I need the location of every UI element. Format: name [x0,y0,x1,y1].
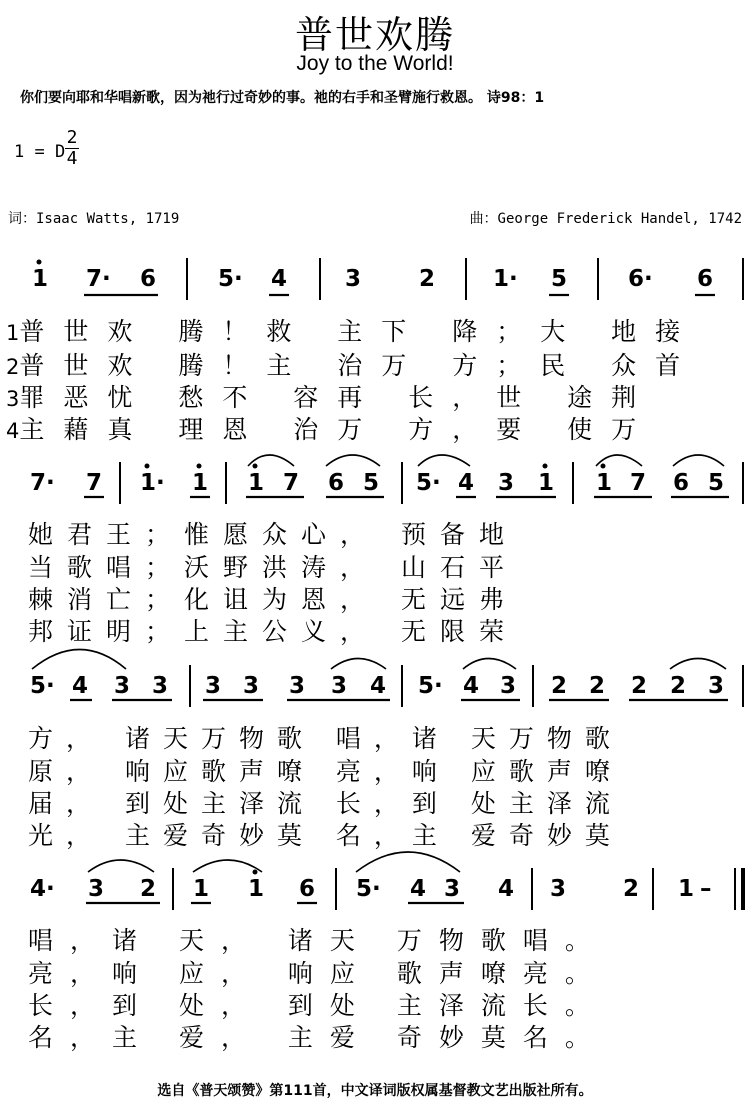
slur [32,650,126,670]
note: 3 [708,673,725,699]
slur [193,860,262,872]
note: 1 [678,876,695,902]
copyright-footer: 选自《普天颂赞》第111首，中文译词版权属基督教文艺出版社所有。 [157,1083,593,1099]
high-octave-dot [543,464,548,469]
note: 6· [628,266,653,292]
note: 5· [416,470,441,496]
note: 2 [589,673,606,699]
note: 5· [356,876,381,902]
note: 3 [152,673,169,699]
note: 3 [550,876,567,902]
note: 2 [623,876,640,902]
slur [88,860,154,872]
slur [331,659,386,670]
note: 2 [670,673,687,699]
note: 4 [72,673,89,699]
note: 3 [331,673,348,699]
note: 7 [283,470,300,496]
note: 1 [538,470,555,496]
note: 2 [140,876,157,902]
slur [463,659,516,670]
note: 3 [88,876,105,902]
time-signature-bottom: 4 [66,148,78,169]
note: 3 [500,673,517,699]
high-octave-dot [601,464,606,469]
lyric-line: 棘消亡；化诅为恩， 无远弗 [28,585,518,614]
note: 4 [463,673,480,699]
note: 3 [345,266,362,292]
slur [356,852,460,872]
note: 1 [192,470,209,496]
note: 2 [631,673,648,699]
lyric-line: 她君王；惟愿众心， 预备地 [28,520,518,549]
lyric-line: 方， 诸天万物歌 唱，诸 天万物歌 [28,724,623,753]
note: 3 [444,876,461,902]
composer-credit: 曲：George Frederick Handel, 1742 [469,211,742,227]
slur [673,455,724,466]
hymn-title: 普世欢腾 [294,13,455,57]
note: 2 [551,673,568,699]
note: 6 [697,266,714,292]
slur [326,455,380,466]
lyric-line: 长，到 处， 到处 主泽流长。 [28,991,607,1020]
note: 3 [205,673,222,699]
note: 4 [271,266,288,292]
lyric-line: 1普世欢 腾！救 主下 降；大 地接 [6,317,700,346]
note: 3 [498,470,515,496]
note: 3 [114,673,131,699]
note: 3 [289,673,306,699]
hymn-subtitle: Joy to the World! [296,52,454,75]
lyric-line: 光， 主爱奇妙莫 名，主 爱奇妙莫 [28,821,623,850]
note-underlines [70,295,729,903]
note: 6 [328,470,345,496]
high-octave-dot [253,464,258,469]
slur [418,455,470,466]
lyric-line: 当歌唱；沃野洪涛， 山石平 [28,553,518,582]
note: 7 [86,470,103,496]
note: 4 [410,876,427,902]
slurs [32,455,726,872]
lyric-line: 邦证明；上主公义， 无限荣 [28,617,518,646]
note: 5· [30,673,55,699]
note: 7· [86,266,111,292]
note: 3 [243,673,260,699]
note: 4 [498,876,515,902]
note: 7 [630,470,647,496]
slur [670,659,726,670]
lyric-line: 名，主 爱， 主爱 奇妙莫名。 [28,1023,607,1052]
lyric-line: 3罪恶忧 愁不 容再 长，世 途荆 [6,383,656,412]
time-signature-top: 2 [66,127,78,148]
note: – [700,876,712,902]
lyric-line: 届， 到处主泽流 长，到 处主泽流 [28,789,623,818]
lyric-line: 亮，响 应， 响应 歌声嘹亮。 [28,959,607,988]
octave-dots [37,260,606,875]
note: 5· [418,673,443,699]
note: 5 [551,266,568,292]
high-octave-dot [253,870,258,875]
note: 6 [299,876,316,902]
lyric-line: 4主藉真 理恩 治万 方，要 使万 [6,415,656,444]
bar-lines [120,258,743,910]
note: 1 [248,470,265,496]
note: 2 [419,266,436,292]
note: 1· [493,266,518,292]
note: 4 [458,470,475,496]
note: 6 [140,266,157,292]
note: 5· [218,266,243,292]
note: 5 [708,470,725,496]
note: 1· [140,470,165,496]
lyric-line: 2普世欢 腾！主 治万 方；民 众首 [6,351,700,380]
lyric-line: 原， 响应歌声嘹 亮，响 应歌声嘹 [28,757,623,786]
note: 1 [596,470,613,496]
note: 1 [193,876,210,902]
lyric-line: 唱，诸 天， 诸天 万物歌唱。 [28,926,607,955]
note: 5 [363,470,380,496]
note: 6 [673,470,690,496]
note: 1 [32,266,49,292]
note: 1 [248,876,265,902]
note: 4 [370,673,387,699]
scripture-verse: 你们要向耶和华唱新歌，因为祂行过奇妙的事。祂的右手和圣臂施行救恩。 诗98：1 [20,90,545,106]
key-signature: 1 = D [14,142,66,162]
high-octave-dot [37,260,42,265]
high-octave-dot [197,464,202,469]
lyricist-credit: 词：Isaac Watts, 1719 [8,211,180,227]
note: 7· [30,470,55,496]
high-octave-dot [145,464,150,469]
note: 4· [30,876,55,902]
